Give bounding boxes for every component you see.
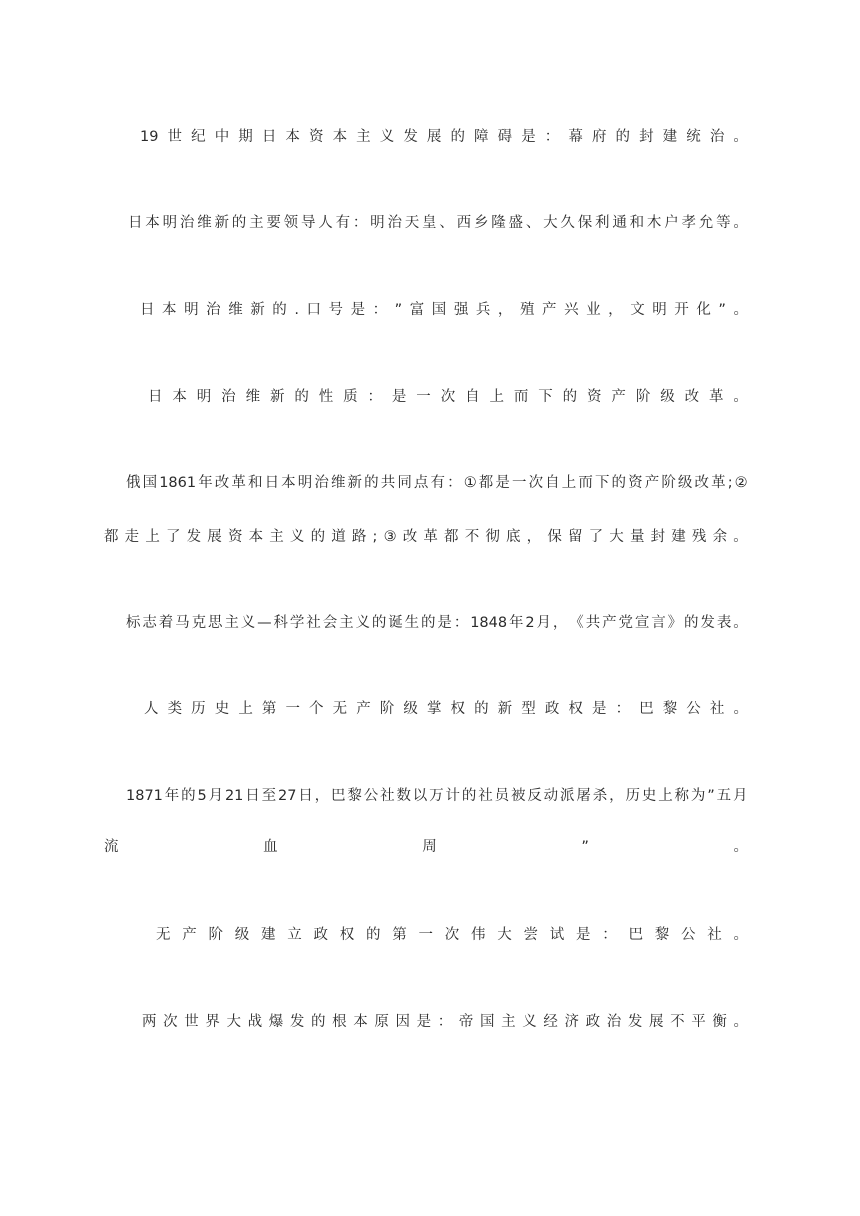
text-line-6: 都 走 上 了 发 展 资 本 主 义 的 道 路 ; ③ 改 革 都 不 彻 底 ， 保 留 了 大 量 封 建 残 余 。 xyxy=(104,529,748,545)
text-line-8: 人 类 历 史 上 第 一 个 无 产 阶 级 掌 权 的 新 型 政 权 是 ： 巴 黎 公 社 。 xyxy=(144,701,748,717)
text-line-10: 流 血 周 ” 。 xyxy=(104,839,748,855)
text-line-11: 无 产 阶 级 建 立 政 权 的 第 一 次 伟 大 尝 试 是 ： 巴 黎 公 社 。 xyxy=(156,927,748,943)
text-line-2: 日 本 明 治 维 新 的 主 要 领 导 人 有 ： 明 治 天 皇 、 西 乡 隆 盛 、 大 久 保 利 通 和 木 户 孝 允 等 。 xyxy=(128,215,748,231)
text-line-4: 日 本 明 治 维 新 的 性 质 ： 是 一 次 自 上 而 下 的 资 产 阶 级 改 革 。 xyxy=(148,389,748,405)
text-line-9: 1871 年 的 5 月 21 日 至 27 日 ， 巴 黎 公 社 数 以 万 计 的 社 员 被 反 动 派 屠 杀 ， 历 史 上 称 为 ” 五 月 xyxy=(126,788,748,804)
text-line-1: 19 世 纪 中 期 日 本 资 本 主 义 发 展 的 障 碍 是 ： 幕 府 的 封 建 统 治 。 xyxy=(140,129,748,145)
text-line-5: 俄 国 1861 年 改 革 和 日 本 明 治 维 新 的 共 同 点 有 ： ① 都 是 一 次 自 上 而 下 的 资 产 阶 级 改 革 ; ② xyxy=(126,475,748,491)
text-line-3: 日 本 明 治 维 新 的 . 口 号 是 ： ” 富 国 强 兵 ， 殖 产 兴 业 ， 文 明 开 化 ” 。 xyxy=(140,302,748,318)
text-line-7: 标 志 着 马 克 思 主 义 — 科 学 社 会 主 义 的 诞 生 的 是 ： 1848 年 2 月 ， 《 共 产 党 宣 言 》 的 发 表 。 xyxy=(126,615,748,631)
text-line-12: 两 次 世 界 大 战 爆 发 的 根 本 原 因 是 ： 帝 国 主 义 经 济 政 治 发 展 不 平 衡 。 xyxy=(142,1014,748,1030)
